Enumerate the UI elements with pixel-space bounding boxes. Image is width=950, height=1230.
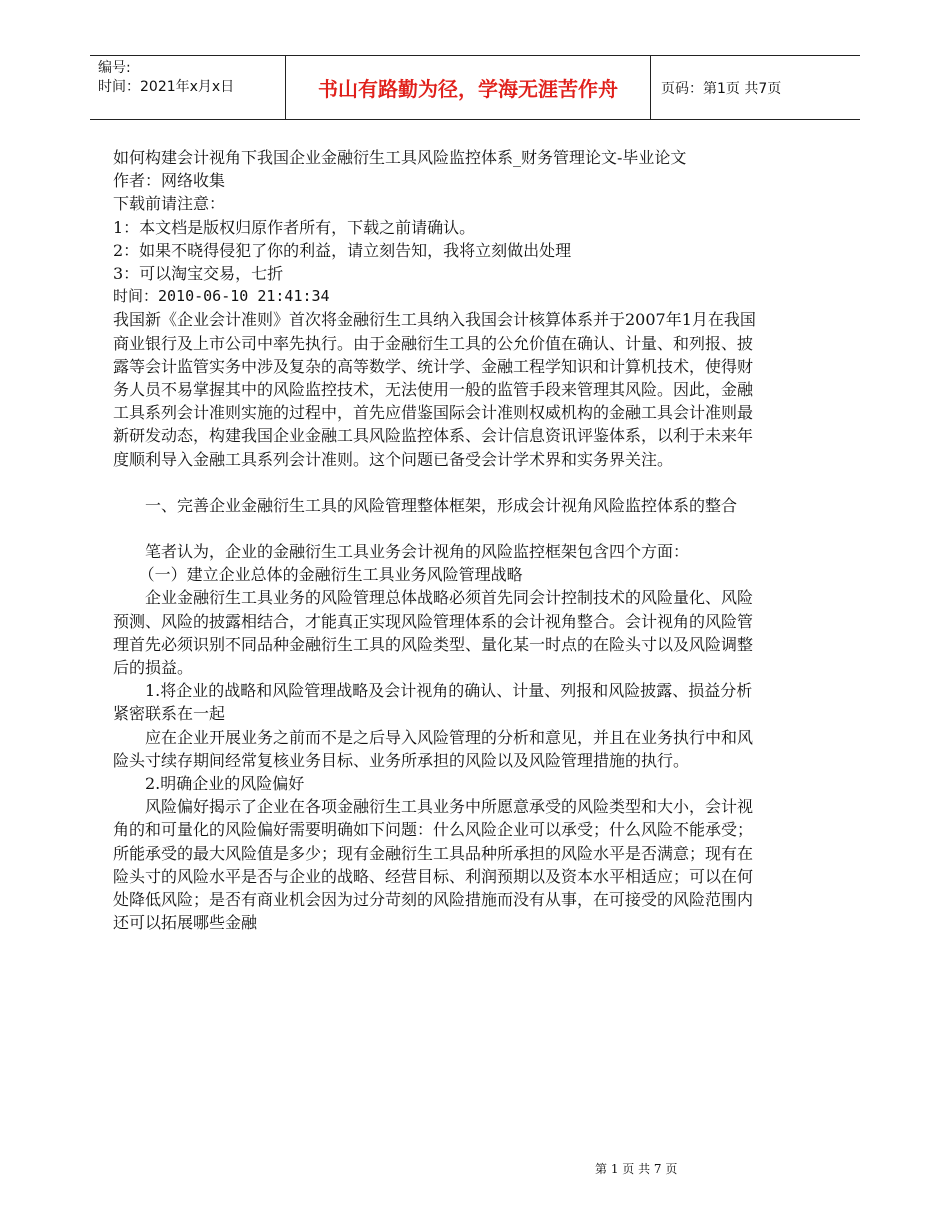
page-footer: 第 1 页 共 7 页 [595, 1162, 678, 1176]
notice-item-2: 2：如果不晓得侵犯了你的利益，请立刻告知，我将立刻做出处理 [113, 240, 572, 260]
page-header [90, 55, 860, 120]
header-page-info: 页码：第1页 共7页 [661, 80, 782, 97]
notice-heading: 下载前请注意： [113, 194, 226, 214]
notice-item-3: 3：可以淘宝交易，七折 [113, 264, 284, 284]
header-meta [90, 56, 286, 119]
intro-paragraph: 我国新《企业会计准则》首次将金融衍生工具纳入我国会计核算体系并于2007年1月在我国商业银行及上市公司中率先执行。由于金融衍生工具的公允价值在确认、计量、和列报、披露等会计监管实务中涉及复杂的高等数学、统计学、金融工程学知识和计算机技术，使得财务人员不易掌握其中的风险监控技术，无法使用一般的监管手段来管理其风险。因此，金融工具系列会计准则实施的过程中，首先应借鉴国际会计准则权威机构的金融工具会计准则最新研发动态，构建我国企业金融工具风险监控体系、会计信息资讯评鉴体系，以利于未来年度顺利导入金融工具系列会计准则。这个问题已备受会计学术界和实务界关注。 [113, 310, 756, 469]
header-number-label: 编号: [98, 60, 131, 76]
subsection-heading-1: （一）建立企业总体的金融衍生工具业务风险管理战略 [138, 565, 523, 585]
paragraph-4: 风险偏好揭示了企业在各项金融衍生工具业务中所愿意承受的风险类型和大小，会计视角的和可量化的风险偏好需要明确如下问题：什么风险企业可以承受；什么风险不能承受；所能承受的最大风险值是多少；现有金融衍生工具品种所承担的风险水平是否满意；现有在险头寸的风险水平是否与企业的战略、经营目标、利润预期以及资本水平相适应；可以在何处降低风险；是否有商业机会因为过分苛刻的风险措施而没有从事，在可接受的风险范围内还可以拓展哪些金融 [113, 797, 754, 933]
spacer [113, 471, 765, 494]
spacer [113, 517, 765, 540]
paragraph-1: 笔者认为，企业的金融衍生工具业务会计视角的风险监控框架包含四个方面： [145, 542, 690, 562]
section-heading-1: 一、完善企业金融衍生工具的风险管理整体框架，形成会计视角风险监控体系的整合 [145, 495, 738, 515]
document-author: 作者：网络收集 [113, 171, 226, 191]
paragraph-2: 企业金融衍生工具业务的风险管理总体战略必须首先同会计控制技术的风险量化、风险预测、风险的披露相结合，才能真正实现风险管理体系的会计视角整合。会计视角的风险管理首先必须识别不同品种金融衍生工具的风险类型、量化某一时点的在险头寸以及风险调整后的损益。 [113, 588, 754, 678]
header-motto: 书山有路勤为径，学海无涯苦作舟 [286, 56, 651, 119]
document-title: 如何构建会计视角下我国企业金融衍生工具风险监控体系_财务管理论文-毕业论文 [113, 148, 687, 167]
paragraph-3: 应在企业开展业务之前而不是之后导入风险管理的分析和意见，并且在业务执行中和风险头寸续存期间经常复核业务目标、业务所承担的风险以及风险管理措施的执行。 [113, 727, 754, 770]
document-time: 时间：2010-06-10 21:41:34 [113, 287, 330, 306]
list-item-2: 2.明确企业的风险偏好 [145, 774, 305, 794]
document-body [113, 146, 765, 935]
list-item-1: 1.将企业的战略和风险管理战略及会计视角的确认、计量、列报和风险披露、损益分析紧密联系在一起 [113, 681, 753, 724]
header-time-label: 时间：2021年x月x日 [98, 79, 235, 95]
notice-item-1: 1：本文档是版权归原作者所有，下载之前请确认。 [113, 217, 476, 237]
